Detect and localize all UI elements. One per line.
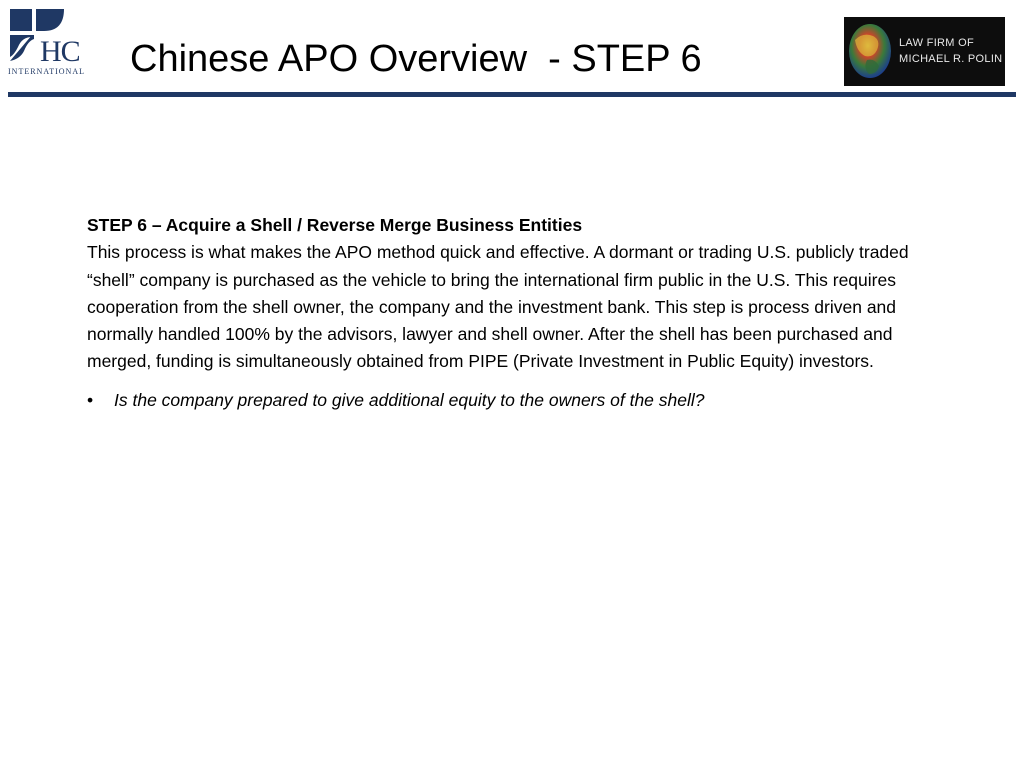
page-title: Chinese APO Overview - STEP 6: [130, 38, 702, 80]
law-firm-logo-text: [899, 35, 1003, 67]
slide-content: [87, 212, 957, 414]
hc-international-logo: [8, 7, 96, 77]
step-heading: STEP 6 – Acquire a Shell / Reverse Merge Business Entities: [87, 215, 583, 235]
slide-header: [0, 0, 1024, 100]
globe-icon: [847, 22, 893, 81]
header-divider: [8, 92, 1016, 97]
hc-logo-subtitle: INTERNATIONAL: [8, 67, 85, 76]
law-firm-logo-line-2: MICHAEL R. POLIN: [899, 53, 1003, 65]
bullet-item: [87, 387, 957, 414]
law-firm-logo-line-1: LAW FIRM OF: [899, 37, 974, 49]
law-firm-logo: [844, 17, 1005, 86]
hc-logo-mark-text: HC: [40, 35, 80, 68]
bullet-marker: •: [87, 389, 94, 410]
step-body-text: This process is what makes the APO method quick and effective. A dormant or trading U.S. publicly traded “shell” company is purchased as the vehicle to bring the international firm public in the U.S. This requires cooperation from the shell owner, the company and the investment bank. This step is process driven and normally handled 100% by the advisors, lawyer and shell owner. After the shell has been purchased and merged, funding is simultaneously obtained from PIPE (Private Investment in Public Equity) investors.: [87, 242, 909, 372]
bullet-text: Is the company prepared to give additional equity to the owners of the shell?: [114, 389, 705, 410]
